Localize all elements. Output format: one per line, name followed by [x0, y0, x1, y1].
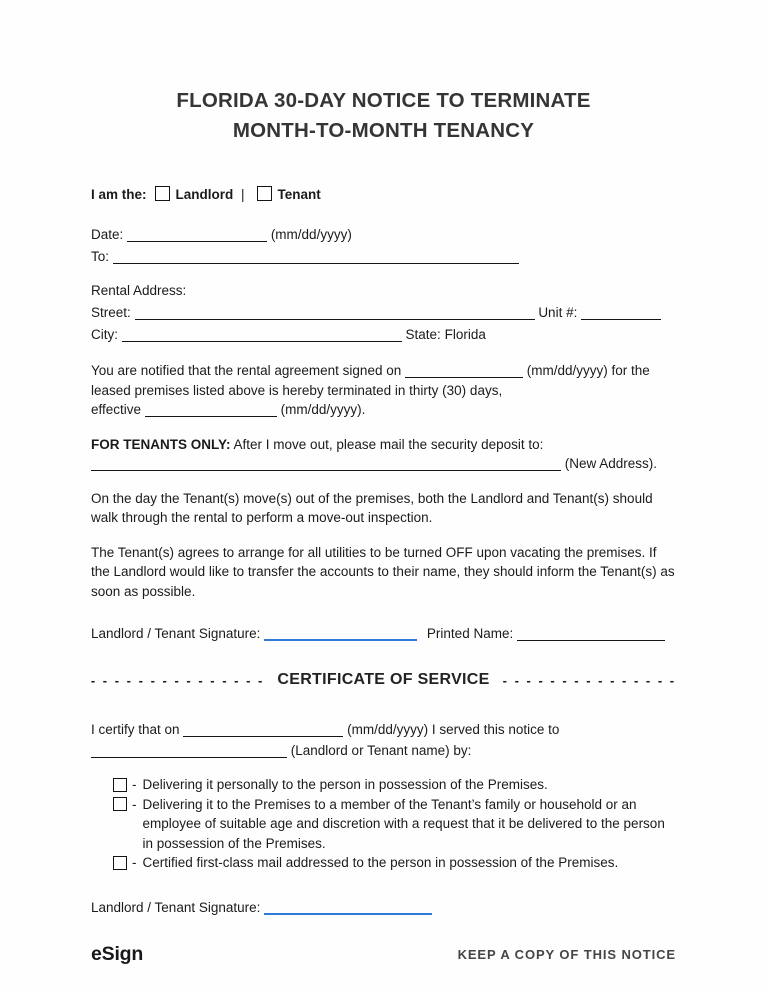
street-input-line[interactable] [135, 306, 535, 320]
keep-copy-note: KEEP A COPY OF THIS NOTICE [457, 946, 676, 962]
esign-logo: eSign [91, 942, 144, 965]
service-method-personal [113, 775, 676, 795]
service-method-household [113, 795, 676, 854]
method-text: Delivering it to the Premises to a member of the Tenant’s family or household or an employee of suitable age and discretion with a request that it be delivered to the person in possession of the Premises. [142, 796, 665, 851]
role-prefix-label: I am the: [91, 187, 147, 202]
final-signature-label: Landlord / Tenant Signature: [91, 899, 261, 915]
certify-text-1: I certify that on [91, 722, 180, 737]
utilities-paragraph: The Tenant(s) agrees to arrange for all utilities to be turned OFF upon vacating the premises. If the Landlord would like to transfer the accounts to their name, they should inform the Tenant(s) as soon as possible. [91, 544, 675, 599]
notice-text-1: You are notified that the rental agreement signed on [91, 363, 402, 378]
rental-address-group [91, 280, 676, 346]
notice-text-3: effective [91, 402, 142, 417]
certify-name-input-line[interactable] [91, 744, 287, 758]
certificate-of-service-header [91, 671, 676, 689]
to-label: To: [91, 249, 110, 264]
new-address-suffix: (New Address). [564, 456, 658, 471]
landlord-checkbox[interactable] [155, 186, 170, 201]
certify-text-2: (mm/dd/yyyy) I served this notice to [347, 722, 560, 737]
role-separator: | [241, 187, 245, 202]
date-format-hint: (mm/dd/yyyy) [270, 227, 352, 242]
to-line [91, 246, 676, 268]
final-signature-esign-field[interactable] [264, 900, 432, 915]
household-delivery-checkbox[interactable] [113, 797, 127, 811]
inspection-paragraph: On the day the Tenant(s) move(s) out of the premises, both the Landlord and Tenant(s) should walk through the rental to perform a move-out inspection. [91, 490, 653, 525]
certify-date-input-line[interactable] [183, 723, 343, 737]
date-input-line[interactable] [127, 228, 267, 242]
certified-mail-checkbox[interactable] [113, 856, 127, 870]
tenant-label: Tenant [277, 187, 321, 202]
signed-on-date-line[interactable] [405, 364, 523, 378]
certify-statement [91, 719, 676, 761]
city-input-line[interactable] [122, 328, 402, 342]
landlord-label: Landlord [175, 187, 234, 202]
final-signature-row [91, 897, 676, 919]
date-label: Date: [91, 227, 124, 242]
page-title [91, 86, 676, 146]
method-text: Delivering it personally to the person in possession of the Premises. [142, 777, 548, 792]
unit-label: Unit #: [538, 305, 578, 320]
method-text: Certified first-class mail addressed to the person in possession of the Premises. [142, 855, 619, 870]
state-value: Florida [444, 327, 486, 342]
personal-delivery-checkbox[interactable] [113, 778, 127, 792]
signature-label: Landlord / Tenant Signature: [91, 626, 261, 641]
street-label: Street: [91, 305, 131, 320]
role-selection-line [91, 186, 676, 202]
effective-date-line[interactable] [145, 403, 277, 417]
new-address-input-line[interactable] [91, 457, 561, 471]
for-tenants-only-label: FOR TENANTS ONLY: [91, 436, 231, 452]
printed-name-label: Printed Name: [426, 626, 514, 641]
unit-input-line[interactable] [581, 306, 661, 320]
signature-row [91, 623, 676, 645]
method-dash: - [132, 796, 137, 812]
tenant-checkbox[interactable] [257, 186, 272, 201]
cert-dashes-left: - - - - - - - - - - - - - - - [90, 672, 265, 688]
page-footer [91, 943, 676, 966]
city-line [91, 324, 676, 346]
signature-esign-field[interactable] [264, 626, 417, 641]
state-label: State: [405, 327, 441, 342]
notice-text-2: (mm/dd/yyyy) for the leased premises listed above is hereby terminated in thirty (30) days, [91, 363, 650, 398]
to-input-line[interactable] [113, 250, 519, 264]
security-deposit-text: After I move out, please mail the security deposit to: [233, 436, 544, 452]
rental-address-heading: Rental Address: [91, 283, 187, 298]
page-title-line1: FLORIDA 30-DAY NOTICE TO TERMINATE [176, 89, 591, 112]
cert-dashes-right: - - - - - - - - - - - - - - - [502, 672, 677, 688]
date-to-group [91, 224, 676, 268]
security-deposit-paragraph [91, 435, 676, 474]
service-method-list [113, 775, 676, 873]
page-title-line2: MONTH-TO-MONTH TENANCY [232, 119, 535, 142]
method-dash: - [132, 855, 137, 870]
printed-name-input-line[interactable] [517, 627, 665, 641]
notice-paragraph [91, 361, 676, 420]
service-method-certified-mail [113, 853, 676, 873]
method-dash: - [132, 777, 137, 792]
certify-text-3: (Landlord or Tenant name) by: [290, 743, 472, 758]
date-line [91, 224, 676, 246]
street-line [91, 302, 676, 324]
city-label: City: [91, 327, 118, 342]
notice-text-4: (mm/dd/yyyy). [280, 402, 366, 417]
cert-title: CERTIFICATE OF SERVICE [277, 671, 490, 688]
